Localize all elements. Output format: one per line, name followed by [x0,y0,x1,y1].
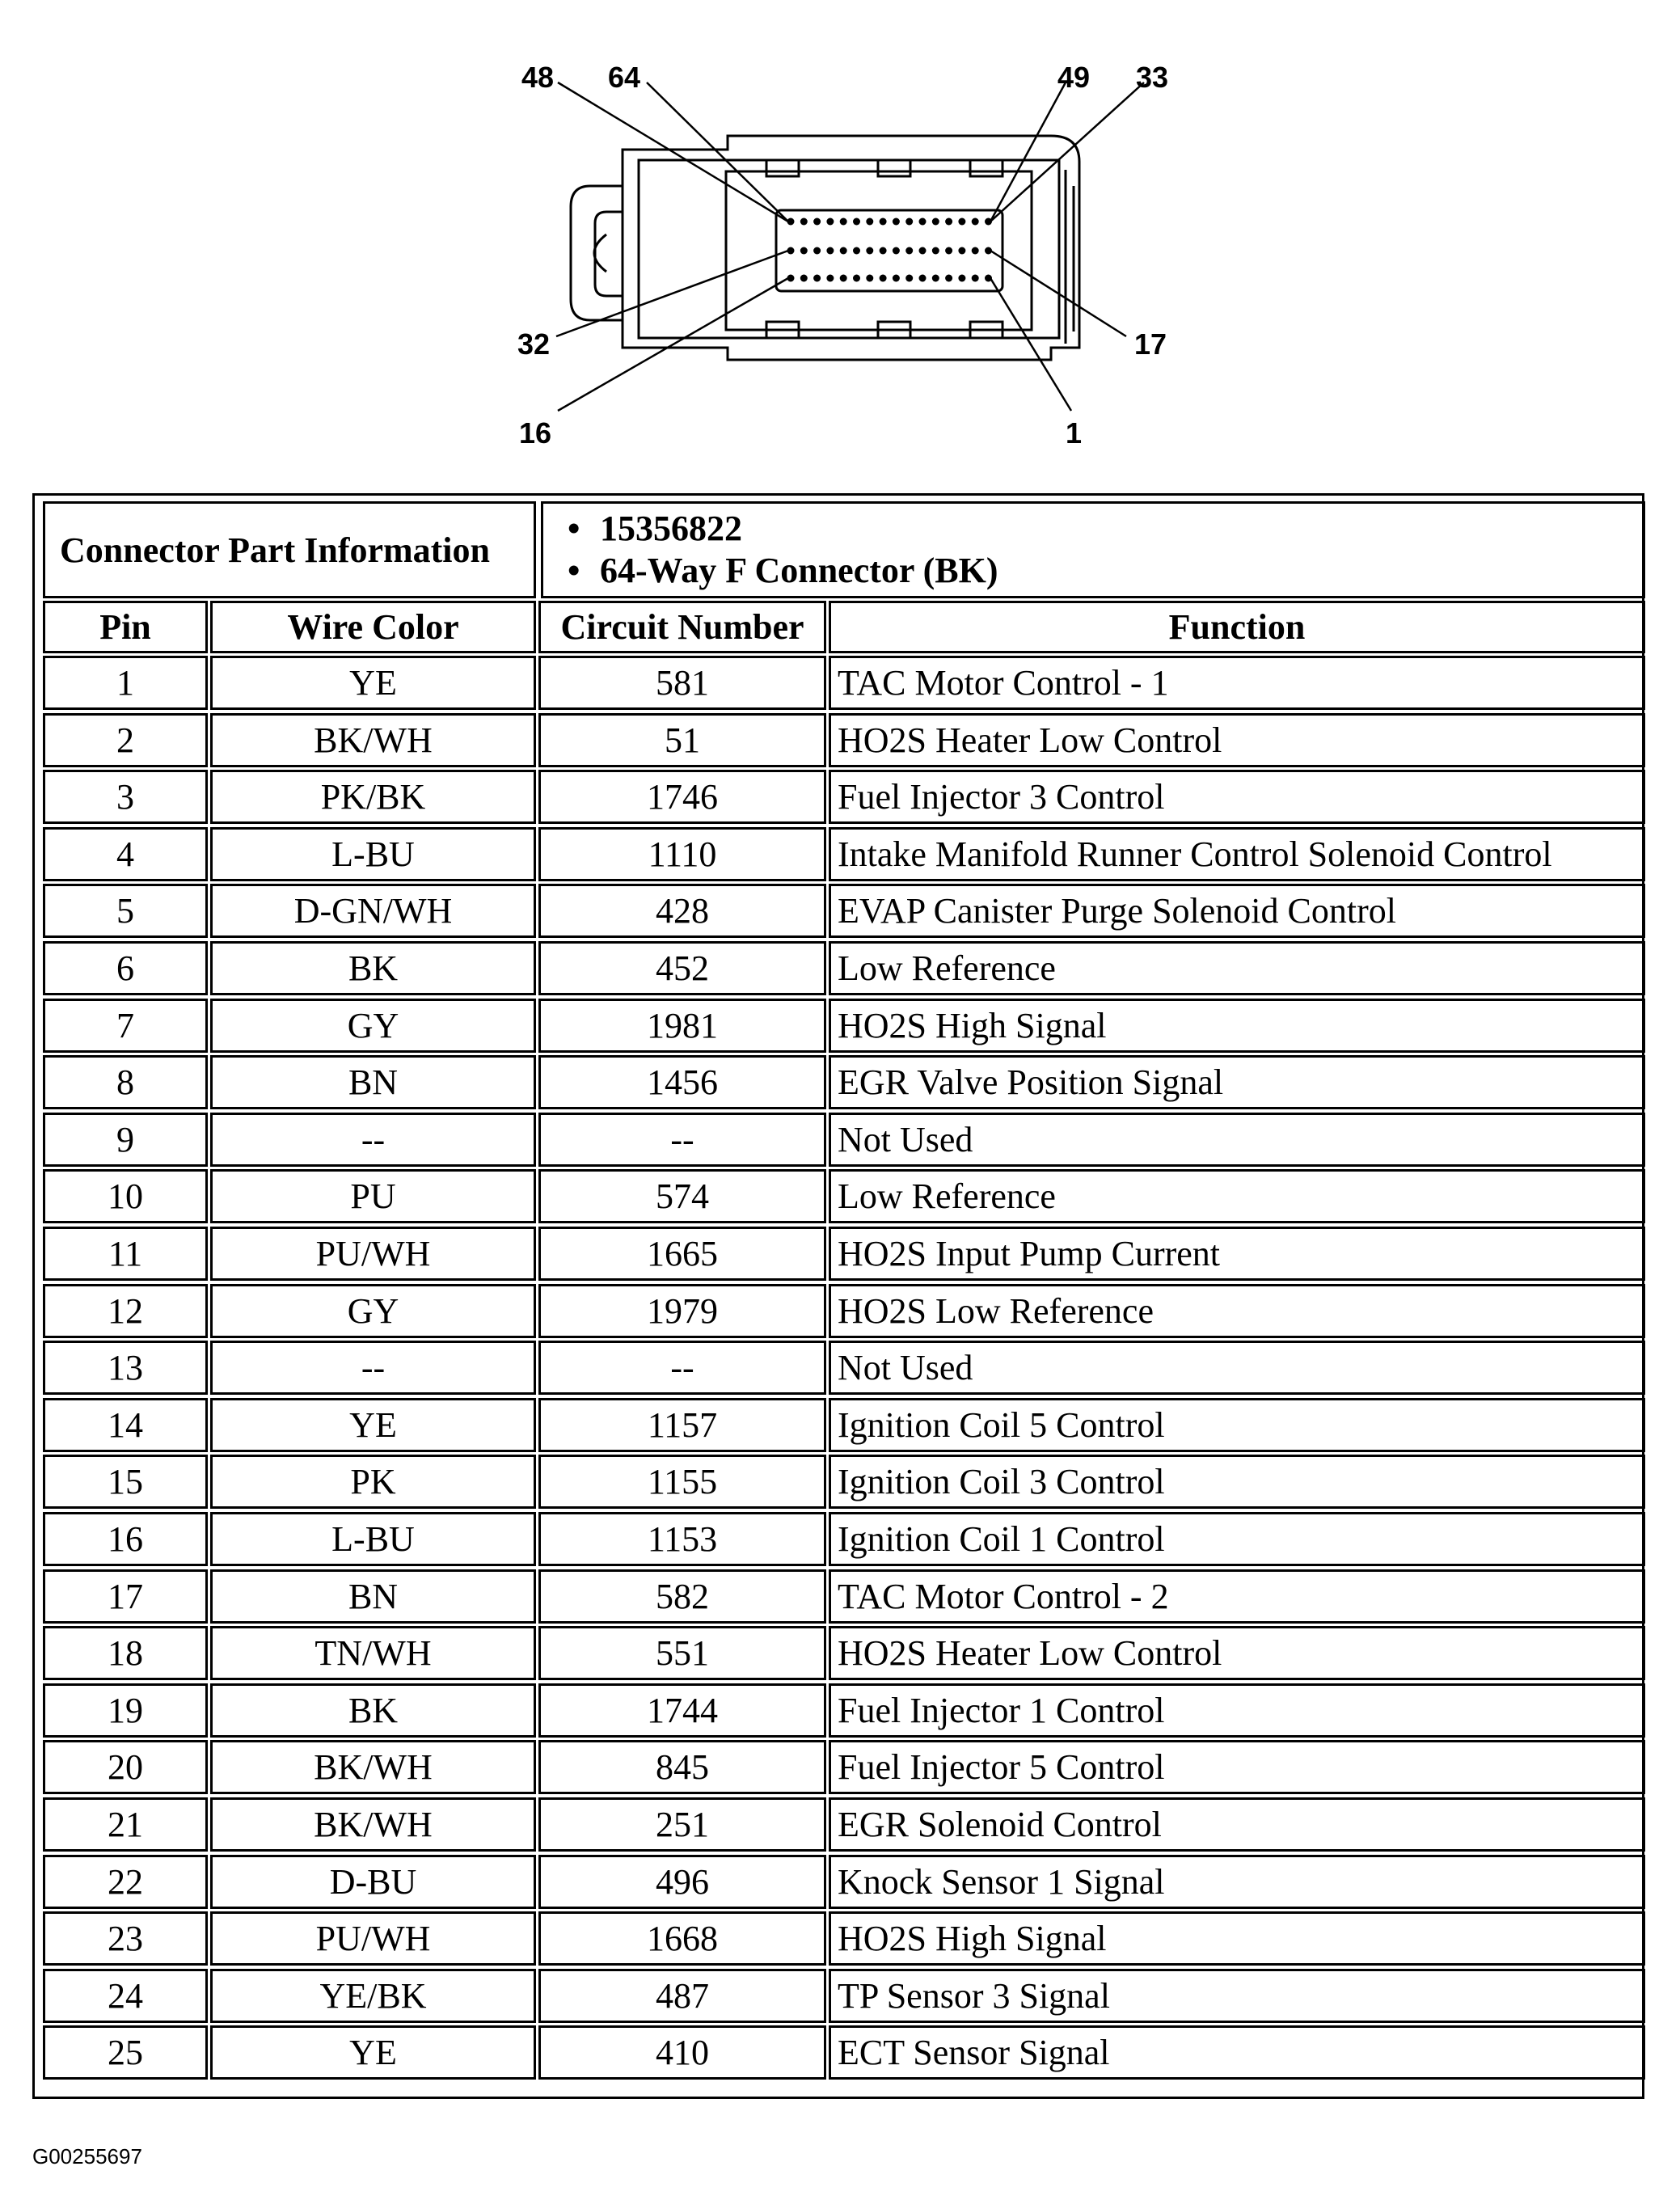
info-value-cell [541,501,1645,598]
pin-label-49: 49 [1057,61,1091,94]
pin-cavity [958,218,965,226]
cell-circuit-number: 1456 [538,1055,826,1109]
cell-wire-color: BK [210,1683,536,1738]
pin-cavity [840,275,847,282]
cell-pin: 17 [43,1569,208,1624]
cell-function: Fuel Injector 1 Control [829,1683,1645,1738]
pin-label-1: 1 [1066,416,1083,450]
cell-function: HO2S Heater Low Control [829,1626,1645,1680]
pin-cavity [800,247,808,255]
cell-pin: 2 [43,713,208,767]
pin-cavity [919,275,927,282]
cell-function: Knock Sensor 1 Signal [829,1855,1645,1909]
cell-function: EGR Valve Position Signal [829,1055,1645,1109]
cell-circuit-number: 581 [538,656,826,710]
cell-function: Low Reference [829,941,1645,995]
pin-cavity [813,218,821,226]
cell-circuit-number: 496 [538,1855,826,1909]
cell-function: TP Sensor 3 Signal [829,1969,1645,2023]
cell-wire-color: BK/WH [210,1740,536,1794]
header-function: Function [829,601,1645,653]
cell-function: EVAP Canister Purge Solenoid Control [829,884,1645,938]
cell-pin: 22 [43,1855,208,1909]
cell-pin: 14 [43,1398,208,1452]
cell-pin: 6 [43,941,208,995]
pin-cavity [800,275,808,282]
pin-cavity [932,218,939,226]
cell-circuit-number: 487 [538,1969,826,2023]
cell-function: HO2S Input Pump Current [829,1227,1645,1281]
cell-function: Ignition Coil 3 Control [829,1455,1645,1509]
connector-description: • 64-Way F Connector (BK) [600,550,998,592]
pin-cavity [958,247,965,255]
header-circuit-number: Circuit Number [538,601,826,653]
cell-wire-color: PK [210,1455,536,1509]
cell-circuit-number: -- [538,1341,826,1395]
cell-wire-color: YE [210,656,536,710]
cell-circuit-number: 410 [538,2025,826,2080]
cell-circuit-number: 551 [538,1626,826,1680]
pin-cavity [893,247,900,255]
cell-wire-color: GY [210,1284,536,1338]
cell-wire-color: PU/WH [210,1911,536,1966]
cell-pin: 16 [43,1512,208,1566]
connector-diagram [0,0,1680,469]
cell-wire-color: BK [210,941,536,995]
pin-cavity [813,275,821,282]
cell-pin: 25 [43,2025,208,2080]
pin-label-48: 48 [521,61,555,94]
pin-label-33: 33 [1136,61,1169,94]
pin-cavity [919,218,927,226]
cell-function: Ignition Coil 5 Control [829,1398,1645,1452]
cell-wire-color: BK/WH [210,713,536,767]
cell-wire-color: PU/WH [210,1227,536,1281]
cell-function: HO2S Low Reference [829,1284,1645,1338]
pin-cavity [853,247,860,255]
cell-pin: 23 [43,1911,208,1966]
pin-label-32: 32 [517,327,551,361]
cell-wire-color: YE/BK [210,1969,536,2023]
cell-wire-color: TN/WH [210,1626,536,1680]
connector-housing [623,136,1079,360]
cell-function: Fuel Injector 3 Control [829,770,1645,824]
pin-cavity [880,275,887,282]
cell-circuit-number: 574 [538,1169,826,1223]
cell-pin: 15 [43,1455,208,1509]
cell-function: HO2S Heater Low Control [829,713,1645,767]
cell-wire-color: YE [210,2025,536,2080]
pin-cavity [840,247,847,255]
pin-cavity [945,247,952,255]
pin-cavity [905,218,913,226]
cell-function: HO2S High Signal [829,1911,1645,1966]
cell-wire-color: PK/BK [210,770,536,824]
cell-pin: 24 [43,1969,208,2023]
connector-inner-frame [639,160,1059,338]
cell-wire-color: D-BU [210,1855,536,1909]
pin-cavity [880,247,887,255]
cell-function: Low Reference [829,1169,1645,1223]
pin-cavity [972,247,979,255]
cell-wire-color: D-GN/WH [210,884,536,938]
info-label-cell: Connector Part Information [43,501,536,598]
cell-wire-color: PU [210,1169,536,1223]
header-wire-color: Wire Color [210,601,536,653]
cell-circuit-number: 845 [538,1740,826,1794]
cell-circuit-number: 1668 [538,1911,826,1966]
pin-cavity [853,275,860,282]
cell-circuit-number: 1981 [538,999,826,1053]
cell-circuit-number: 251 [538,1797,826,1852]
cell-pin: 10 [43,1169,208,1223]
pin-cavity [880,218,887,226]
cell-circuit-number: 1157 [538,1398,826,1452]
pin-cavity [813,247,821,255]
cell-circuit-number: 1155 [538,1455,826,1509]
cell-pin: 8 [43,1055,208,1109]
pin-cavity [840,218,847,226]
pin-cavity [932,247,939,255]
connector-latch [571,186,623,320]
pin-cavity [958,275,965,282]
cell-function: ECT Sensor Signal [829,2025,1645,2080]
cell-pin: 12 [43,1284,208,1338]
cell-circuit-number: 1979 [538,1284,826,1338]
cell-pin: 21 [43,1797,208,1852]
pin-cavity [866,247,873,255]
cell-function: EGR Solenoid Control [829,1797,1645,1852]
cell-wire-color: GY [210,999,536,1053]
pin-cavity [866,218,873,226]
cell-wire-color: L-BU [210,1512,536,1566]
pin-cavity [893,275,900,282]
cell-function: HO2S High Signal [829,999,1645,1053]
pin-cavity [853,218,860,226]
cell-function: TAC Motor Control - 2 [829,1569,1645,1624]
pin-cavity [866,275,873,282]
cell-circuit-number: -- [538,1113,826,1167]
cell-pin: 7 [43,999,208,1053]
cell-circuit-number: 452 [538,941,826,995]
cell-pin: 1 [43,656,208,710]
cell-wire-color: BK/WH [210,1797,536,1852]
leader-lines [556,82,1144,411]
pin-cavity [972,275,979,282]
pin-label-16: 16 [519,416,552,450]
pin-label-17: 17 [1134,327,1167,361]
cell-pin: 5 [43,884,208,938]
cell-pin: 20 [43,1740,208,1794]
cell-circuit-number: 1110 [538,827,826,881]
cell-function: Not Used [829,1113,1645,1167]
pin-cavity [919,247,927,255]
cell-circuit-number: 1744 [538,1683,826,1738]
cell-circuit-number: 428 [538,884,826,938]
cell-wire-color: -- [210,1341,536,1395]
figure-id: G00255697 [32,2144,142,2169]
pin-cavity [905,247,913,255]
pin-label-64: 64 [608,61,641,94]
cell-function: TAC Motor Control - 1 [829,656,1645,710]
cell-pin: 3 [43,770,208,824]
cell-pin: 4 [43,827,208,881]
pin-cavity [972,218,979,226]
cell-wire-color: BN [210,1569,536,1624]
part-number: • 15356822 [600,508,742,550]
cell-circuit-number: 1665 [538,1227,826,1281]
header-pin: Pin [43,601,208,653]
cell-wire-color: L-BU [210,827,536,881]
pin-cavity [893,218,900,226]
cell-function: Ignition Coil 1 Control [829,1512,1645,1566]
cell-circuit-number: 1153 [538,1512,826,1566]
cell-pin: 11 [43,1227,208,1281]
cell-wire-color: YE [210,1398,536,1452]
pin-cavity [945,275,952,282]
cell-pin: 18 [43,1626,208,1680]
pin-cavity [800,218,808,226]
pin-cavity [826,275,834,282]
cell-circuit-number: 582 [538,1569,826,1624]
pin-cavity [826,218,834,226]
cell-wire-color: BN [210,1055,536,1109]
pinout-table [32,493,1644,2099]
cell-circuit-number: 1746 [538,770,826,824]
pin-cavity [826,247,834,255]
cell-pin: 13 [43,1341,208,1395]
pin-cavities [787,218,993,282]
pin-cavity [905,275,913,282]
cell-function: Not Used [829,1341,1645,1395]
cell-function: Fuel Injector 5 Control [829,1740,1645,1794]
cell-circuit-number: 51 [538,713,826,767]
cell-pin: 9 [43,1113,208,1167]
pin-cavity [945,218,952,226]
pin-cavity [932,275,939,282]
cell-pin: 19 [43,1683,208,1738]
cell-wire-color: -- [210,1113,536,1167]
cell-function: Intake Manifold Runner Control Solenoid Control [829,827,1645,881]
